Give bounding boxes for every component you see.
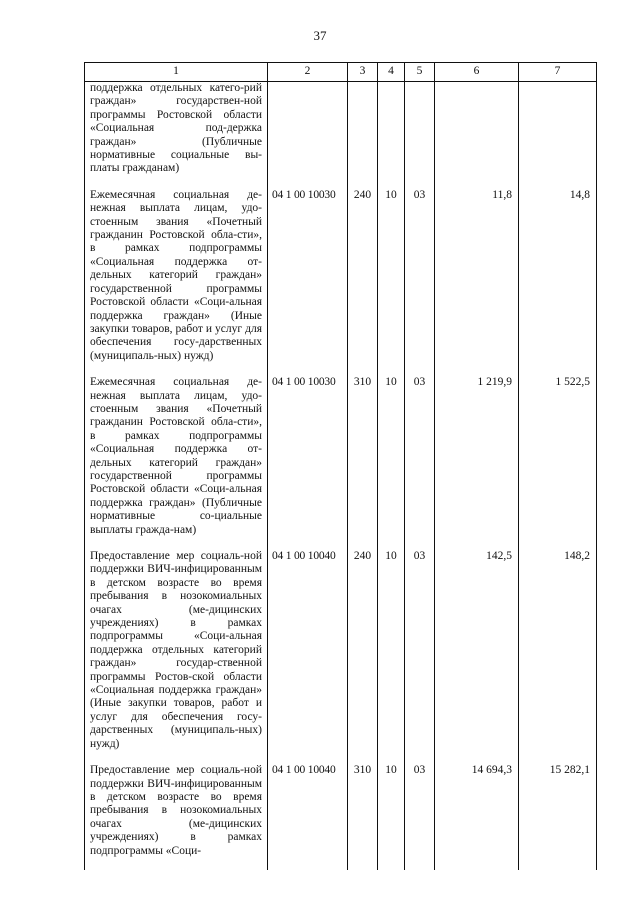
- row-col3: 240: [348, 549, 378, 763]
- row-value-7: 148,2: [519, 549, 597, 763]
- page-number: 37: [313, 28, 327, 43]
- column-header-1: 1: [85, 63, 268, 82]
- row-col5: 03: [405, 375, 435, 549]
- row-col4: 10: [378, 188, 405, 375]
- row-col5: [405, 82, 435, 188]
- row-col5: 03: [405, 188, 435, 375]
- row-value-6: [435, 82, 519, 188]
- row-value-6: 1 219,9: [435, 375, 519, 549]
- budget-table: [84, 62, 597, 870]
- column-header-7: 7: [519, 63, 597, 82]
- row-col4: 10: [378, 375, 405, 549]
- row-value-6: 11,8: [435, 188, 519, 375]
- row-col5: 03: [405, 549, 435, 763]
- row-description: Ежемесячная социальная де-нежная выплата лицам, удо-стоенным звания «Почетный гражданин Ростовской обла-сти», в рамках подпрограммы «Социальная поддержка от-дельных категорий граждан» государственной программы Ростовской области «Соци-альная поддержка граждан» (Иные закупки товаров, работ и услуг для обеспечения госу-дарственных (муниципаль-ных) нужд): [85, 188, 268, 375]
- row-value-7: 15 282,1: [519, 763, 597, 870]
- row-code: 04 1 00 10040: [268, 763, 348, 870]
- row-col3: 310: [348, 763, 378, 870]
- row-code: 04 1 00 10030: [268, 375, 348, 549]
- row-code: [268, 82, 348, 188]
- row-description: Предоставление мер социаль-ной поддержки ВИЧ-инфицированным в детском возрасте во время пребывания в нозокомиальных очагах (ме-дицинских учреждениях) в рамках подпрограммы «Соци-альная поддержка отдельных категорий граждан» государ-ственной программы Ростов-ской области «Социальная поддержка граждан» (Иные закупки товаров, работ и услуг для обеспечения госу-дарственных (муниципаль-ных) нужд): [85, 549, 268, 763]
- row-col3: 310: [348, 375, 378, 549]
- row-description: поддержка отдельных катего-рий граждан» государствен-ной программы Ростовской области «Социальная под-держка граждан» (Публичные нормативные социальные вы-платы гражданам): [85, 82, 268, 188]
- table-row: [85, 549, 597, 763]
- row-col4: 10: [378, 549, 405, 763]
- row-value-6: 142,5: [435, 549, 519, 763]
- row-col3: 240: [348, 188, 378, 375]
- row-value-7: 14,8: [519, 188, 597, 375]
- row-code: 04 1 00 10040: [268, 549, 348, 763]
- column-header-5: 5: [405, 63, 435, 82]
- table-row: [85, 188, 597, 375]
- column-header-4: 4: [378, 63, 405, 82]
- table-row: [85, 375, 597, 549]
- row-description: Ежемесячная социальная де-нежная выплата лицам, удо-стоенным звания «Почетный гражданин Ростовской обла-сти», в рамках подпрограммы «Социальная поддержка от-дельных категорий граждан» государственной программы Ростовской области «Соци-альная поддержка граждан» (Публичные нормативные со-циальные выплаты гражда-нам): [85, 375, 268, 549]
- column-header-3: 3: [348, 63, 378, 82]
- row-description: Предоставление мер социаль-ной поддержки ВИЧ-инфицированным в детском возрасте во время пребывания в нозокомиальных очагах (ме-дицинских учреждениях) в рамках подпрограммы «Соци-: [85, 763, 268, 870]
- row-value-6: 14 694,3: [435, 763, 519, 870]
- row-value-7: 1 522,5: [519, 375, 597, 549]
- table-row: [85, 763, 597, 870]
- header-row: [85, 63, 597, 82]
- row-col3: [348, 82, 378, 188]
- row-col4: [378, 82, 405, 188]
- column-header-2: 2: [268, 63, 348, 82]
- row-col4: 10: [378, 763, 405, 870]
- row-value-7: [519, 82, 597, 188]
- row-col5: 03: [405, 763, 435, 870]
- column-header-6: 6: [435, 63, 519, 82]
- row-code: 04 1 00 10030: [268, 188, 348, 375]
- table-row: [85, 82, 597, 188]
